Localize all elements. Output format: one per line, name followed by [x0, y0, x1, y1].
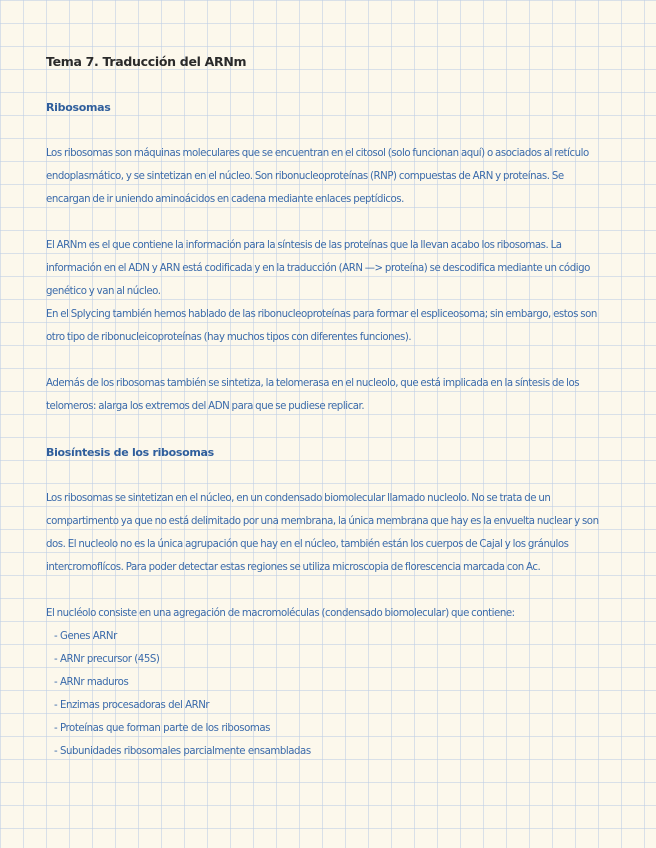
list-item: - Genes ARNr	[54, 631, 117, 642]
page-title: Tema 7. Traducción del ARNm	[46, 54, 247, 69]
list-item: - Subunidades ribosomales parcialmente ensambladas	[54, 746, 311, 757]
spacer	[46, 579, 606, 602]
nucleolo-contents-list	[46, 625, 606, 763]
paragraph-nucleolo-contiene: El nucléolo consiste en una agregación de macromoléculas (condensado biomolecular) que contiene:	[46, 608, 515, 619]
list-item: - Enzimas procesadoras del ARNr	[54, 700, 210, 711]
section-heading-ribosomas: Ribosomas	[46, 101, 111, 114]
note-page	[46, 50, 606, 763]
spacer	[46, 418, 606, 441]
list-item: - ARNr precursor (45S)	[54, 654, 160, 665]
spacer	[46, 119, 606, 142]
list-item: - ARNr maduros	[54, 677, 129, 688]
spacer	[46, 211, 606, 234]
section-heading-biosintesis: Biosíntesis de los ribosomas	[46, 446, 214, 459]
paragraph-telomerasa: Además de los ribosomas también se sintetiza, la telomerasa en el nucleolo, que está implicada en la síntesis de los telomeros: alarga los extremos del ADN para que se pudiese replicar.	[46, 378, 580, 412]
paragraph-ribosomas-intro: Los ribosomas son máquinas moleculares que se encuentran en el citosol (solo funcionan aquí) o asociados al retículo endoplasmático, y se sintetizan en el núcleo. Son ribonucleoproteínas (RNP) compuestas de ARN y proteínas. Se encargan de ir uniendo aminoácidos en cadena mediante enlaces peptídicos.	[46, 148, 589, 205]
paragraph-nucleolo: Los ribosomas se sintetizan en el núcleo, en un condensado biomolecular llamado nucleolo. No se trata de un compartimento ya que no está delimitado por una membrana, la única membrana que hay es la envuelta nuclear y son dos. El nucleolo no es la única agrupación que hay en el núcleo, también están los cuerpos de Cajal y los gránulos intercromoflícos. Para poder detectar estas regiones se utiliza microscopia de florescencia marcada con Ac.	[46, 493, 599, 573]
spacer	[46, 349, 606, 372]
paragraph-arnm: El ARNm es el que contiene la información para la síntesis de las proteínas que la llevan acabo los ribosomas. La información en el ADN y ARN está codificada y en la traducción (ARN —> proteína) se descodifica mediante un código genético y van al núcleo.	[46, 240, 590, 297]
paragraph-splicing: En el Splycing también hemos hablado de las ribonucleoproteínas para formar el espliceosoma; sin embargo, estos son otro tipo de ribonucleicoproteínas (hay muchos tipos con diferentes funciones).	[46, 309, 597, 343]
spacer	[46, 464, 606, 487]
list-item: - Proteínas que forman parte de los ribosomas	[54, 723, 270, 734]
spacer	[46, 73, 606, 96]
